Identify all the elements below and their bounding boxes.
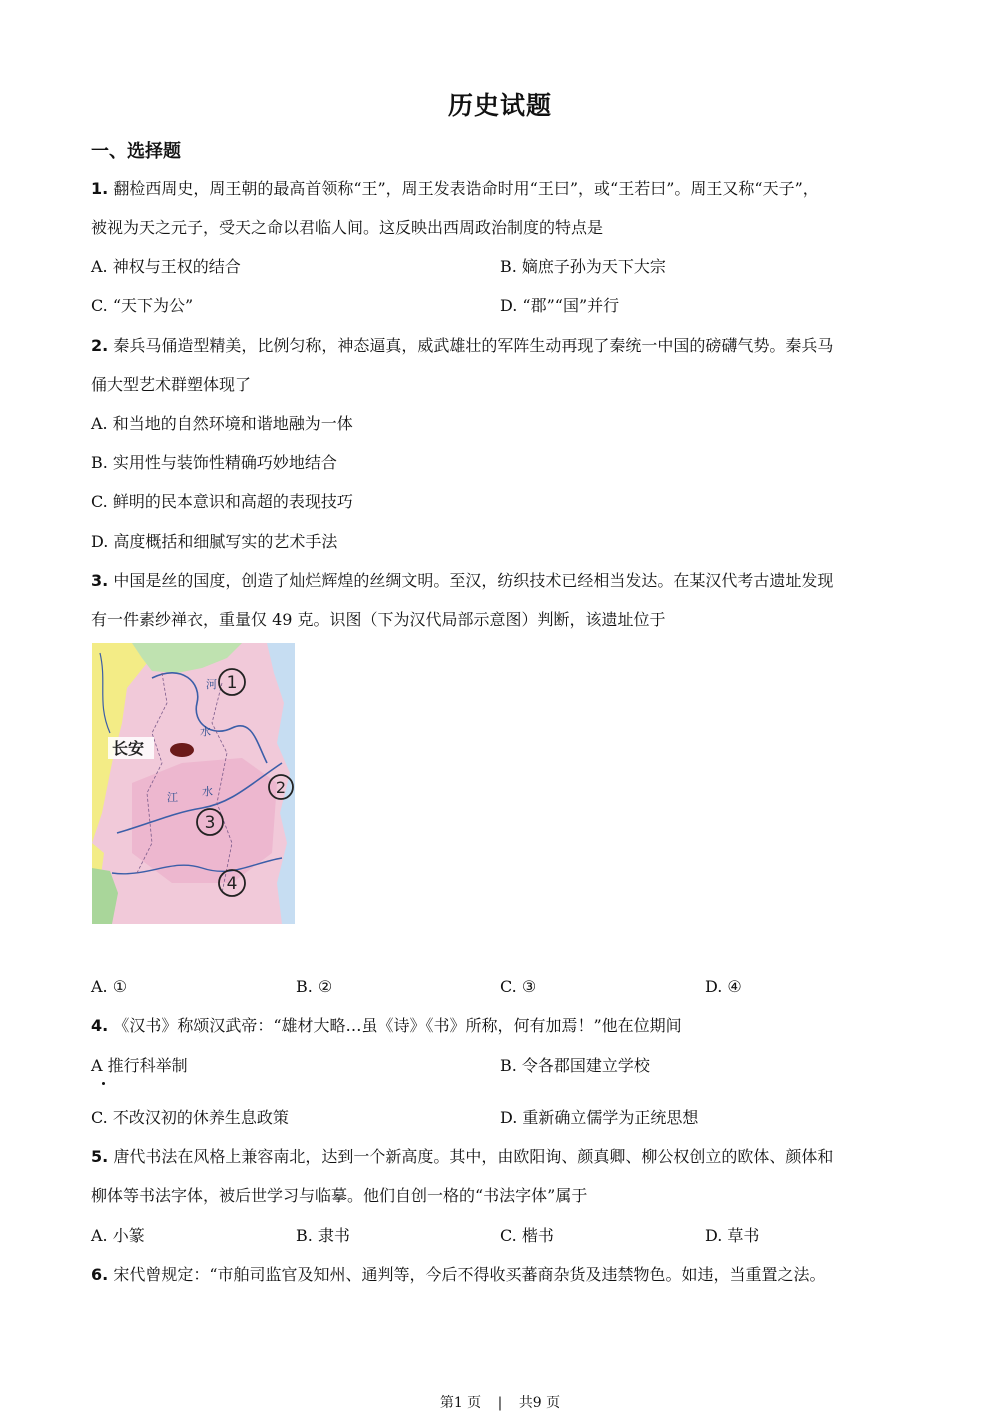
- river-label-jiang: 江: [167, 791, 178, 804]
- map-graphic: [92, 643, 295, 924]
- q1-stem-line1: 翻检西周史，周王朝的最高首领称“王”，周王发表诰命时用“王曰”，或“王若曰”。周王又称“天子”，: [113, 179, 819, 198]
- q3-option-c: C. ③: [500, 977, 537, 996]
- page-footer: [0, 1392, 1000, 1412]
- q2-line1: [91, 334, 833, 358]
- river-label-shui2: 水: [202, 785, 213, 798]
- q3-stem-line2: 有一件素纱禅衣，重量仅 49 克。识图（下为汉代局部示意图）判断，该遗址位于: [91, 610, 666, 629]
- q3-option-a: A. ①: [91, 977, 128, 996]
- q1-option-c: C. “天下为公”: [91, 296, 194, 315]
- q6-number: 6.: [91, 1265, 109, 1284]
- q2-option-d: D. 高度概括和细腻写实的艺术手法: [91, 532, 338, 551]
- q6-line1: [91, 1263, 826, 1287]
- q1-line1: [91, 177, 819, 201]
- q1-option-b: B. 嫡庶子孙为天下大宗: [500, 257, 666, 276]
- q2-stem-line1: 秦兵马俑造型精美，比例匀称，神态逼真，威武雄壮的军阵生动再现了秦统一中国的磅礴气势。秦兵马: [113, 336, 834, 355]
- q4-option-c: C. 不改汉初的休养生息政策: [91, 1108, 289, 1127]
- q4-stem-line1: 《汉书》称颂汉武帝：“雄材大略…虽《诗》《书》所称，何有加焉！”他在位期间: [113, 1016, 682, 1035]
- q2-number: 2.: [91, 336, 109, 355]
- q1-option-d: D. “郡”“国”并行: [500, 296, 620, 315]
- q3-number: 3.: [91, 571, 109, 590]
- q4-option-d: D. 重新确立儒学为正统思想: [500, 1108, 699, 1127]
- q5-line1: [91, 1145, 833, 1169]
- city-label: 长安: [112, 739, 145, 758]
- page-title: 历史试题: [447, 91, 552, 120]
- q3-stem-line1: 中国是丝的国度，创造了灿烂辉煌的丝绸文明。至汉，纺织技术已经相当发达。在某汉代考古遗址发现: [113, 571, 834, 590]
- q5-option-a: A. 小篆: [91, 1226, 145, 1245]
- q2-option-c: C. 鲜明的民本意识和高超的表现技巧: [91, 492, 353, 511]
- q1-number: 1.: [91, 179, 109, 198]
- section-heading: 一、选择题: [91, 141, 181, 162]
- q5-stem-line1: 唐代书法在风格上兼容南北，达到一个新高度。其中，由欧阳询、颜真卿、柳公权创立的欧体、颜体和: [113, 1147, 834, 1166]
- han-dynasty-map: [92, 643, 295, 924]
- q4-line1: [91, 1014, 682, 1038]
- q5-option-d: D. 草书: [705, 1226, 760, 1245]
- footer-page-number: 第1 页: [439, 1395, 482, 1411]
- q2-stem-line2: 俑大型艺术群塑体现了: [91, 375, 252, 394]
- q3-option-b: B. ②: [296, 977, 333, 996]
- q5-number: 5.: [91, 1147, 109, 1166]
- q2-option-b: B. 实用性与装饰性精确巧妙地结合: [91, 453, 337, 472]
- q3-option-d: D. ④: [705, 977, 742, 996]
- capital-marker: [170, 743, 194, 757]
- q5-option-b: B. 隶书: [296, 1226, 350, 1245]
- river-label-shui1: 水: [200, 725, 211, 738]
- q1-stem-line2: 被视为天之元子，受天之命以君临人间。这反映出西周政治制度的特点是: [91, 218, 604, 237]
- q4-option-b: B. 令各郡国建立学校: [500, 1056, 650, 1075]
- q4-option-a: A 推行科举制: [91, 1056, 188, 1075]
- stray-dot: [102, 1082, 105, 1085]
- q1-option-a: A. 神权与王权的结合: [91, 257, 241, 276]
- q5-stem-line2: 柳体等书法字体，被后世学习与临摹。他们自创一格的“书法字体”属于: [91, 1186, 588, 1205]
- svg-text:4: 4: [226, 874, 238, 894]
- q4-number: 4.: [91, 1016, 109, 1035]
- footer-separator: |: [497, 1395, 503, 1411]
- svg-text:2: 2: [275, 778, 287, 797]
- q3-line1: [91, 569, 833, 593]
- svg-text:1: 1: [226, 673, 238, 693]
- river-label-he: 河: [206, 678, 217, 691]
- footer-total-pages: 共9 页: [518, 1395, 561, 1411]
- q6-stem-line1: 宋代曾规定：“市舶司监官及知州、通判等，今后不得收买蕃商杂货及违禁物色。如违，当重置之法。: [113, 1265, 826, 1284]
- svg-text:3: 3: [204, 813, 216, 833]
- q5-option-c: C. 楷书: [500, 1226, 554, 1245]
- q2-option-a: A. 和当地的自然环境和谐地融为一体: [91, 414, 353, 433]
